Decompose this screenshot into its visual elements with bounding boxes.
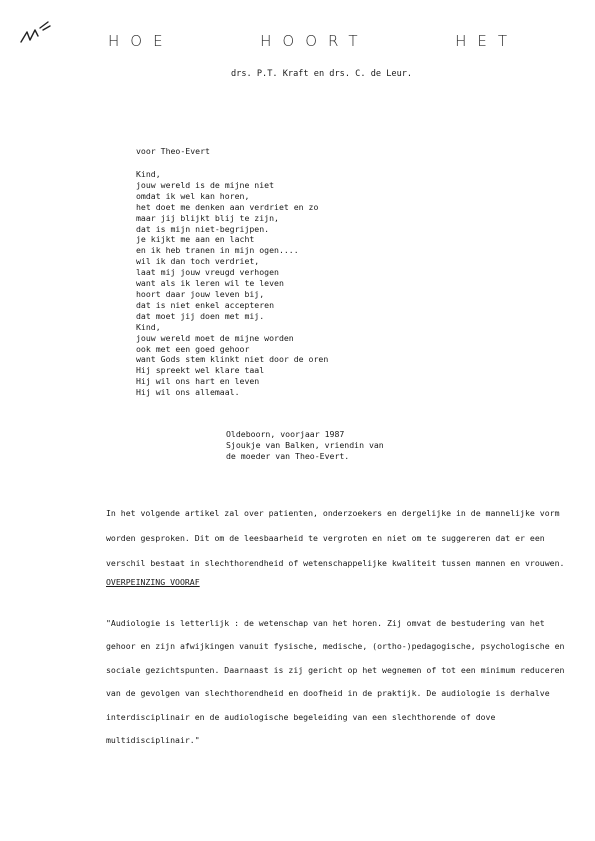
quote-line: "Audiologie is letterlijk : de wetenschap van het horen. Zij omvat de bestudering van het bbox=[106, 618, 545, 628]
quote-line: van de gevolgen van slechthorendheid en doofheid in de praktijk. De audiologie is derhalve bbox=[106, 688, 550, 699]
signature-line: Oldeboorn, voorjaar 1987 bbox=[226, 429, 345, 439]
quote-line: sociale gezichtspunten. Daarnaast is zij gericht op het wegnemen of tot een minimum reduceren bbox=[106, 664, 565, 675]
poem-line: want Gods stem klinkt niet door de oren bbox=[136, 354, 329, 365]
quote-line: multidisciplinair." bbox=[106, 735, 200, 746]
authors-line: drs. P.T. Kraft en drs. C. de Leur. bbox=[231, 69, 413, 79]
poem-line: ook met een goed gehoor bbox=[136, 343, 250, 354]
paragraph-line: In het volgende artikel zal over patienten, onderzoekers en dergelijke in de mannelijke vorm bbox=[106, 508, 560, 518]
handwritten-mark-icon bbox=[18, 18, 52, 48]
poem-line: en ik heb tranen in mijn ogen.... bbox=[136, 245, 299, 256]
poem-line: hoort daar jouw leven bij, bbox=[136, 288, 265, 299]
poem-line: Hij wil ons allemaal. bbox=[136, 387, 240, 398]
title-word-3: HET bbox=[455, 32, 518, 50]
quote-line: interdisciplinair en de audiologische begeleiding van een slechthorende of dove bbox=[106, 711, 496, 722]
poem-line: omdat ik wel kan horen, bbox=[136, 190, 250, 201]
title-word-1: HOE bbox=[108, 32, 174, 50]
poem-signature bbox=[226, 429, 384, 462]
poem-line: Hij spreekt wel klare taal bbox=[136, 365, 265, 376]
poem-line: wil ik dan toch verdriet, bbox=[136, 256, 260, 267]
gender-note-paragraph bbox=[106, 501, 565, 576]
signature-line: de moeder van Theo-Evert. bbox=[226, 450, 350, 461]
poem-dedication: voor Theo-Evert bbox=[136, 146, 210, 156]
section-heading: OVERPEINZING VOORAF bbox=[106, 577, 200, 587]
poem-line: dat is niet enkel accepteren bbox=[136, 299, 275, 310]
poem-line: laat mij jouw vreugd verhogen bbox=[136, 267, 279, 278]
poem-line: jouw wereld moet de mijne worden bbox=[136, 332, 294, 343]
poem-line: Kind, bbox=[136, 321, 161, 332]
paragraph-line: verschil bestaat in slechthorendheid of wetenschappelijke kwaliteit tussen mannen en vrouwen. bbox=[106, 558, 565, 568]
quote-line: gehoor en zijn afwijkingen vanuit fysische, medische, (ortho-)pedagogische, psychologische en bbox=[106, 641, 565, 652]
title-word-2: HOORT bbox=[260, 32, 369, 50]
poem-line: want als ik leren wil te leven bbox=[136, 278, 284, 289]
signature-line: Sjoukje van Balken, vriendin van bbox=[226, 439, 384, 450]
poem-line: Kind, bbox=[136, 169, 161, 179]
audiology-quote-paragraph bbox=[106, 612, 565, 752]
paragraph-line: worden gesproken. Dit om de leesbaarheid te vergroten en niet om te suggereren dat er een bbox=[106, 533, 545, 543]
poem bbox=[136, 169, 328, 398]
poem-line: Hij wil ons hart en leven bbox=[136, 376, 260, 387]
poem-line: dat is mijn niet-begrijpen. bbox=[136, 223, 270, 234]
poem-line: maar jij blijkt blij te zijn, bbox=[136, 212, 279, 223]
poem-line: jouw wereld is de mijne niet bbox=[136, 179, 275, 190]
document-title bbox=[108, 32, 518, 50]
poem-line: het doet me denken aan verdriet en zo bbox=[136, 201, 319, 212]
poem-line: je kijkt me aan en lacht bbox=[136, 234, 255, 245]
poem-line: dat moet jij doen met mij. bbox=[136, 310, 265, 321]
